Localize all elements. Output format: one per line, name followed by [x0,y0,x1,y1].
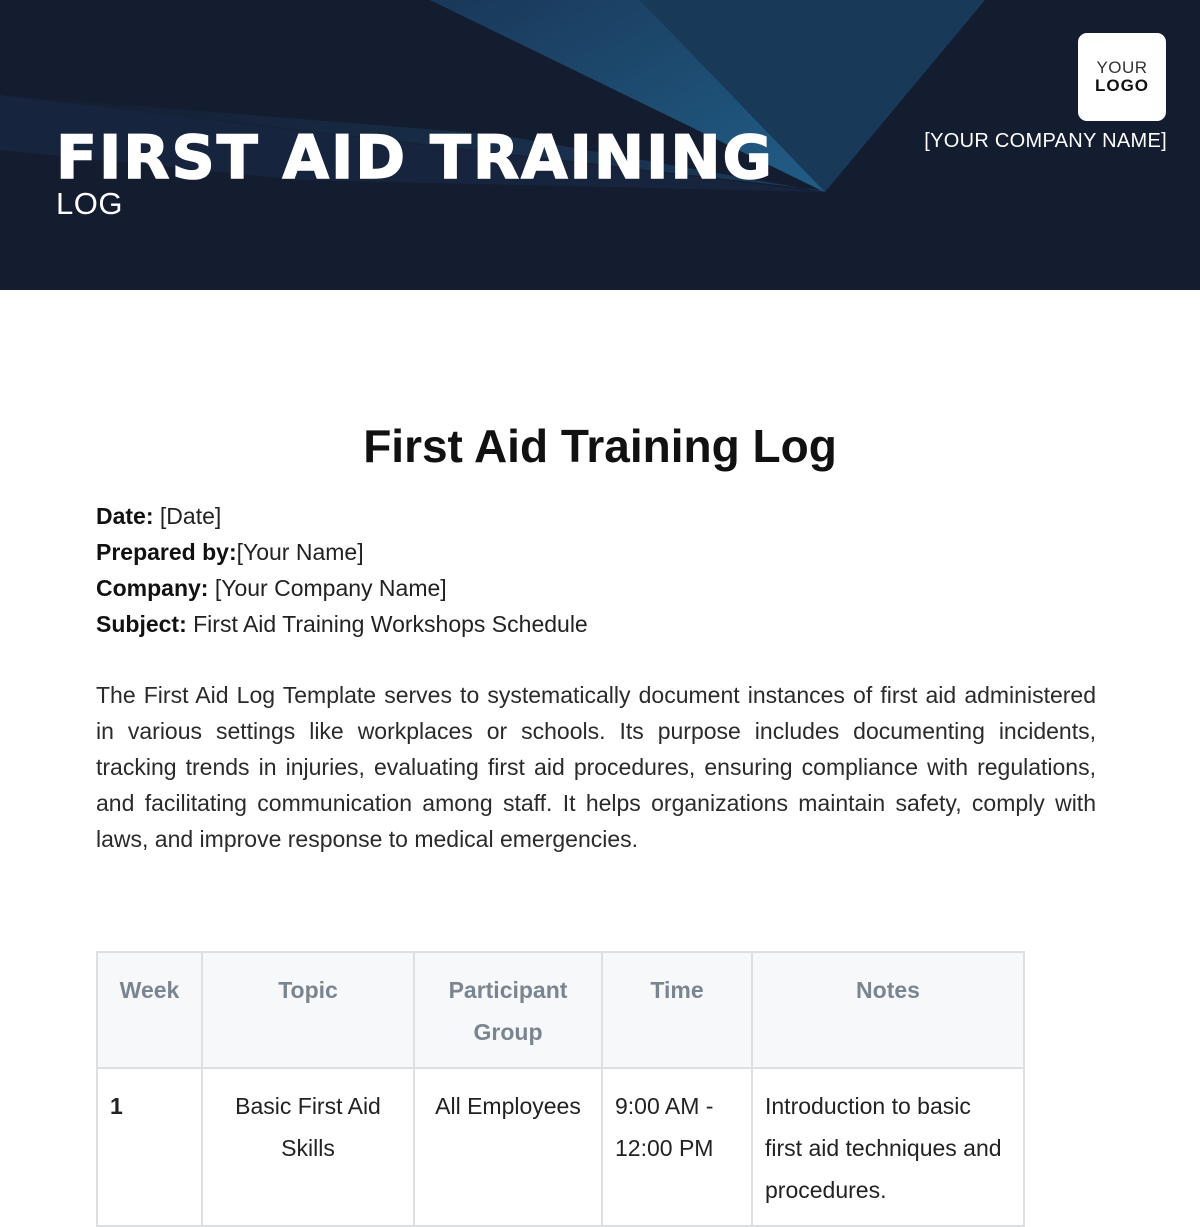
meta-prepared-by-label: Prepared by: [96,539,237,565]
logo-line-2: LOGO [1094,76,1150,95]
meta-date-value: [Date] [153,503,222,529]
table-row [97,1068,1024,1226]
column-header-participant-group: Participant Group [414,952,602,1068]
training-log-table [96,951,1025,1227]
company-logo [1078,33,1166,121]
cell-time: 9:00 AM - 12:00 PM [602,1068,752,1226]
meta-date-label: Date: [96,503,154,529]
intro-paragraph: The First Aid Log Template serves to systematically document instances of first aid administered in various settings like workplaces or schools. Its purpose includes documenting incidents, tracking trends in injuries, evaluating first aid procedures, ensuring compliance with regulations, and facilitating communication among staff. It helps organizations maintain safety, comply with laws, and improve response to medical emergencies. [96,682,1096,852]
cell-week: 1 [97,1068,202,1226]
meta-subject-label: Subject: [96,611,187,637]
cell-participant-group: All Employees [414,1068,602,1226]
cell-topic: Basic First Aid Skills [202,1068,414,1226]
header-title: FIRST AID TRAINING [56,123,774,193]
document-meta [96,498,588,642]
column-header-week: Week [97,952,202,1068]
meta-prepared-by [96,534,588,570]
meta-prepared-by-value: [Your Name] [236,539,364,565]
header-subtitle: LOG [56,186,123,221]
column-header-topic: Topic [202,952,414,1068]
meta-company-value: [Your Company Name] [208,575,447,601]
header-company-name: [YOUR COMPANY NAME] [924,130,1167,152]
meta-subject-value: First Aid Training Workshops Schedule [186,611,588,637]
meta-date [96,498,588,534]
logo-line-1: YOUR [1096,58,1148,77]
table-header-row [97,952,1024,1068]
meta-company-label: Company: [96,575,209,601]
meta-company [96,570,588,606]
cell-notes: Introduction to basic first aid techniques and procedures. [752,1068,1024,1226]
meta-subject [96,606,588,642]
document-title: First Aid Training Log [363,420,837,472]
column-header-time: Time [602,952,752,1068]
column-header-notes: Notes [752,952,1024,1068]
document-header [0,0,1200,290]
